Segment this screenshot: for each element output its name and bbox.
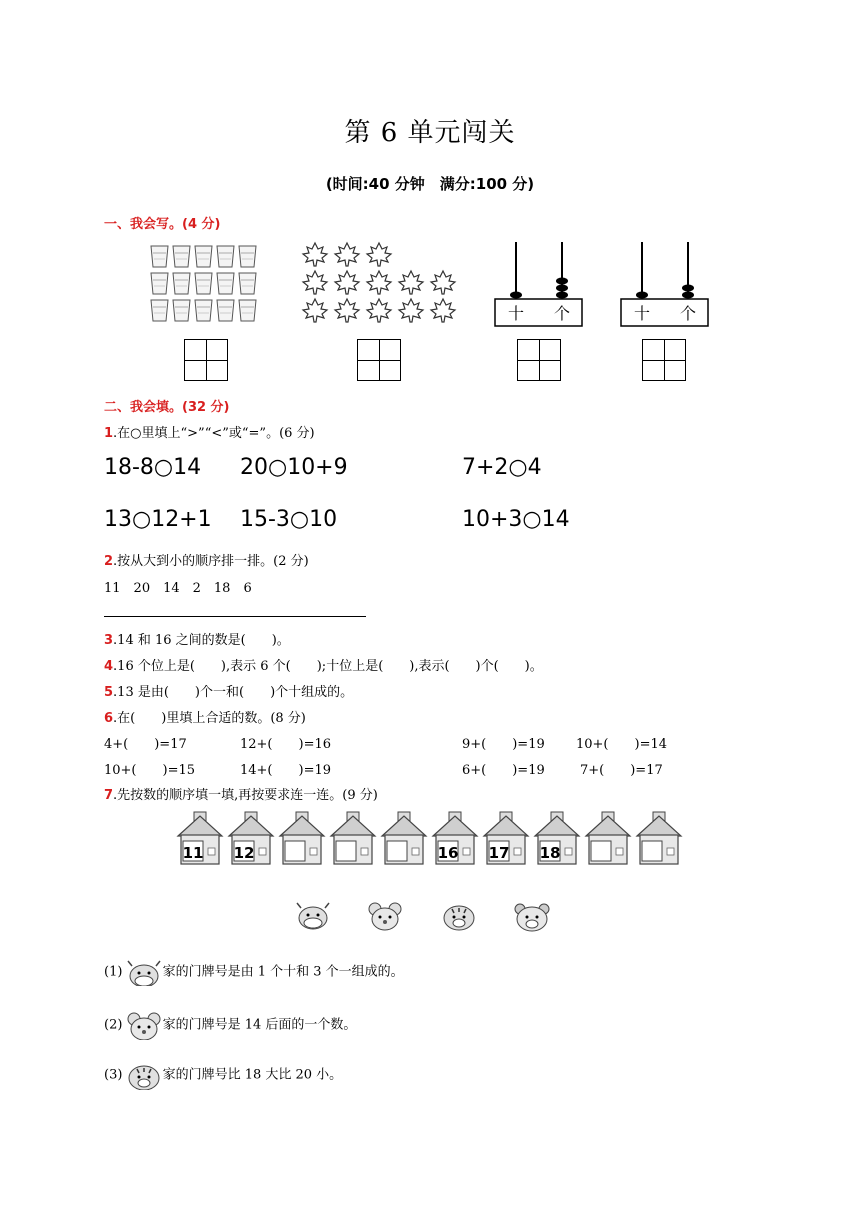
- maple-leaves-picture: [298, 240, 463, 328]
- compare-item: 20○10+9: [240, 455, 348, 480]
- question-text: .在○里填上“>”“<”或“=”。(6 分): [113, 426, 315, 441]
- house-icon: [484, 812, 528, 864]
- houses-row: [176, 810, 686, 868]
- bead: [556, 285, 568, 292]
- question-number: 6: [104, 711, 114, 726]
- question-text: .14 和 16 之间的数是( )。: [113, 633, 290, 648]
- compare-item: 13○12+1: [104, 507, 212, 532]
- house-icon: [433, 812, 477, 864]
- bead: [510, 292, 522, 299]
- leaf-icons: [303, 243, 455, 322]
- bead: [682, 292, 694, 299]
- question-3: [104, 629, 290, 648]
- house-number: 18: [539, 844, 561, 862]
- tiger-icon: [127, 1060, 163, 1090]
- house-number: 17: [488, 844, 510, 862]
- tiger-icon: [444, 906, 474, 930]
- abacus-ones-label: 个: [553, 304, 571, 323]
- compare-item: 10+3○14: [462, 507, 570, 532]
- answer-line[interactable]: [104, 616, 366, 617]
- page-title: 第 6 单元闯关: [344, 118, 516, 148]
- question-1: [104, 422, 315, 441]
- abacus-1: [494, 240, 584, 330]
- page-subtitle: (时间:40 分钟 满分:100 分): [325, 175, 535, 193]
- bead: [556, 278, 568, 285]
- item-label: (1): [104, 964, 123, 980]
- abacus-2: [620, 240, 710, 330]
- bear-icon: [515, 904, 549, 931]
- question-text: .先按数的顺序填一填,再按要求连一连。(9 分): [113, 788, 378, 803]
- question-number: 3: [104, 633, 114, 648]
- fill-item: 4+( )=17: [104, 737, 187, 752]
- question-5: [104, 681, 353, 700]
- fill-item: 14+( )=19: [240, 763, 332, 778]
- abacus-tens-label: 十: [633, 304, 651, 323]
- fill-item: 9+( )=19: [462, 737, 545, 752]
- question-7: [104, 784, 378, 803]
- abacus-ones-label: 个: [679, 304, 697, 323]
- question-number: 5: [104, 685, 114, 700]
- bead: [682, 285, 694, 292]
- abacus-tens-label: 十: [507, 304, 525, 323]
- mouse-icon: [127, 1010, 163, 1040]
- answer-box-1[interactable]: [184, 339, 228, 381]
- bead: [636, 292, 648, 299]
- item-label: (2): [104, 1017, 123, 1033]
- compare-item: 15-3○10: [240, 507, 338, 532]
- cow-icon: [127, 958, 163, 986]
- connect-item-1: [104, 958, 404, 986]
- fill-item: 6+( )=19: [462, 763, 545, 778]
- bead: [556, 292, 568, 299]
- house-icon: [280, 812, 324, 864]
- item-text: 家的门牌号是由 1 个十和 3 个一组成的。: [162, 964, 404, 980]
- fill-item: 12+( )=16: [240, 737, 332, 752]
- question-2: [104, 550, 309, 569]
- section-1-heading: 一、我会写。(4 分): [104, 217, 221, 232]
- compare-item: 18-8○14: [104, 455, 202, 480]
- house-icon: [178, 812, 222, 864]
- house-number: 16: [437, 844, 459, 862]
- question-text: .13 是由( )个一和( )个十组成的。: [113, 685, 354, 700]
- house-icon: [535, 812, 579, 864]
- connect-item-2: [104, 1010, 356, 1040]
- cow-icon: [297, 903, 329, 929]
- question-number: 7: [104, 788, 114, 803]
- cup-icons: [151, 246, 256, 321]
- question-6: [104, 707, 306, 726]
- answer-box-2[interactable]: [357, 339, 401, 381]
- fill-item: 7+( )=17: [580, 763, 663, 778]
- item-text: 家的门牌号比 18 大比 20 小。: [162, 1067, 343, 1083]
- question-text: .在( )里填上合适的数。(8 分): [113, 711, 306, 726]
- animals-row: [296, 898, 556, 934]
- house-number: 12: [233, 844, 255, 862]
- question-number: 2: [104, 554, 114, 569]
- cups-picture: [148, 240, 258, 328]
- question-number: 1: [104, 426, 114, 441]
- house-icon: [331, 812, 375, 864]
- question-4: [104, 655, 543, 674]
- compare-item: 7+2○4: [462, 455, 542, 480]
- mouse-icon: [369, 903, 401, 930]
- fill-item: 10+( )=15: [104, 763, 196, 778]
- connect-item-3: [104, 1060, 342, 1090]
- question-number: 4: [104, 659, 114, 674]
- house-icon: [382, 812, 426, 864]
- house-icon: [229, 812, 273, 864]
- house-icon: [586, 812, 630, 864]
- answer-box-3[interactable]: [517, 339, 561, 381]
- sort-numbers: 11 20 14 2 18 6: [104, 581, 252, 596]
- house-number: 11: [182, 844, 204, 862]
- section-2-heading: 二、我会填。(32 分): [104, 400, 230, 415]
- house-icon: [637, 812, 681, 864]
- fill-item: 10+( )=14: [576, 737, 668, 752]
- item-text: 家的门牌号是 14 后面的一个数。: [162, 1017, 357, 1033]
- answer-box-4[interactable]: [642, 339, 686, 381]
- question-text: .16 个位上是( ),表示 6 个( );十位上是( ),表示( )个( )。: [113, 659, 543, 674]
- question-text: .按从大到小的顺序排一排。(2 分): [113, 554, 309, 569]
- item-label: (3): [104, 1067, 123, 1083]
